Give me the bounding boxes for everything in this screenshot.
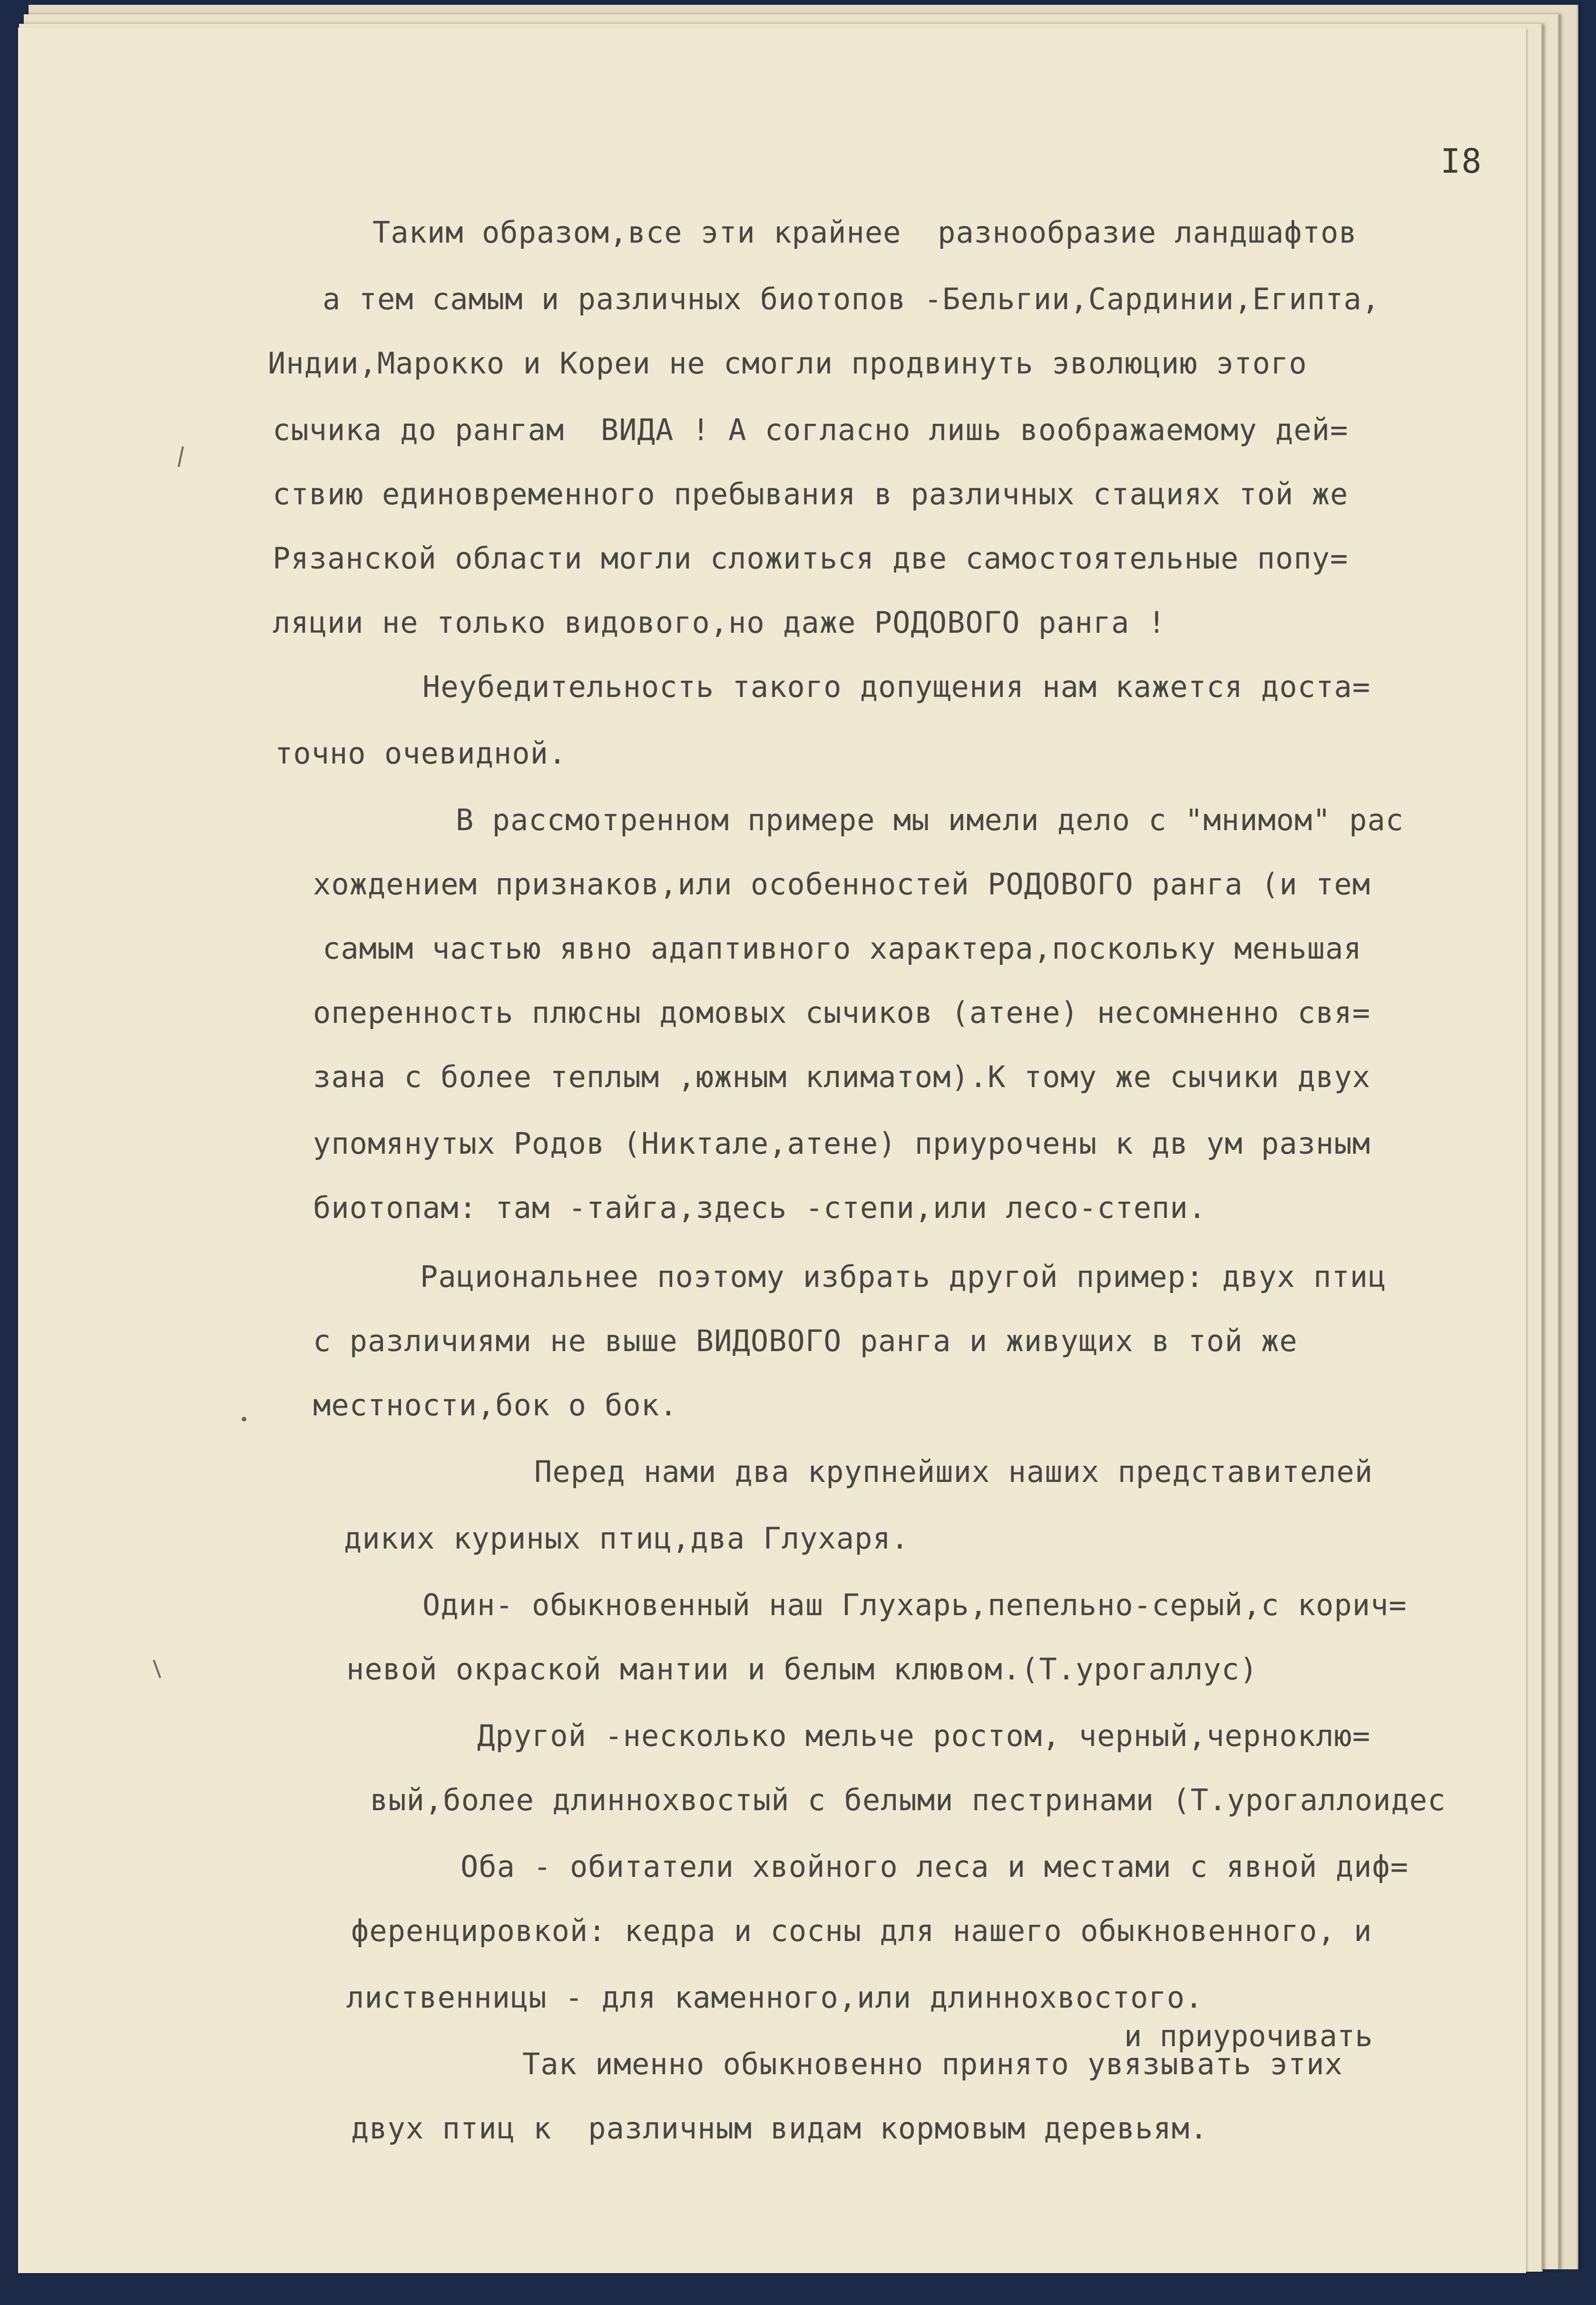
text-line: зана с более теплым ,южным климатом).К тому же сычики двух (313, 1059, 1371, 1094)
text-line: ференцировкой: кедра и сосны для нашего обыкновенного, и (351, 1913, 1372, 1948)
text-line: Рязанской области могли сложиться две самостоятельные попу= (273, 541, 1349, 576)
text-line: двух птиц к различным видам кормовым деревьям. (351, 2111, 1208, 2146)
text-line: невой окраской мантии и белым клювом.(Т.урогаллус) (346, 1652, 1258, 1687)
text-line: Другой -несколько мельче ростом, черный,черноклю= (477, 1718, 1371, 1753)
text-line: ствию единовременного пребывания в различных стациях той же (273, 477, 1349, 511)
page-number: I8 (1440, 142, 1483, 181)
text-line: Неубедительность такого допущения нам кажется доста= (422, 669, 1371, 704)
text-line: сычика до рангам ВИДА ! А согласно лишь воображаемому дей= (273, 412, 1349, 447)
text-line: Один- обыкновенный наш Глухарь,пепельно-серый,с корич= (422, 1588, 1407, 1622)
text-line: Таким образом,все эти крайнее разнообразие ландшафтов (372, 215, 1357, 250)
margin-mark (177, 446, 184, 467)
text-line: Так именно обыкновенно принято увязывать этих (522, 2047, 1343, 2081)
typewritten-page (18, 28, 1526, 2273)
text-line: вый,более длиннохвостый с белыми пестринами (Т.урогаллоидес (370, 1783, 1446, 1817)
text-line: Оба - обитатели хвойного леса и местами с явной диф= (460, 1849, 1409, 1884)
margin-dot (242, 1417, 246, 1422)
text-line: биотопам: там -тайга,здесь -степи,или лесо-степи. (313, 1190, 1207, 1225)
text-line: Перед нами два крупнейших наших представителей (534, 1454, 1373, 1489)
text-line: лиственницы - для каменного,или длиннохвостого. (346, 1980, 1204, 2015)
text-line: с различиями не выше ВИДОВОГО ранга и живущих в той же (313, 1324, 1298, 1358)
text-line: местности,бок о бок. (313, 1388, 678, 1422)
text-line: а тем самым и различных биотопов -Бельгии,Сардинии,Египта, (323, 282, 1380, 316)
text-line: ляции не только видового,но даже РОДОВОГО ранга ! (273, 605, 1166, 640)
text-line: точно очевидной. (275, 736, 567, 771)
margin-mark (153, 1660, 161, 1678)
text-line: оперенность плюсны домовых сычиков (атене) несомненно свя= (313, 995, 1371, 1030)
text-line: В рассмотренном примере мы имели дело с "мнимом" рас (456, 803, 1404, 837)
text-line: диких куриных птиц,два Глухаря. (344, 1521, 910, 1556)
text-line: Рациональнее поэтому избрать другой пример: двух птиц (420, 1259, 1387, 1294)
text-line: хождением признаков,или особенностей РОДОВОГО ранга (и тем (313, 867, 1371, 902)
interlinear-insertion: и приурочивать (1124, 2019, 1373, 2053)
text-line: Индии,Марокко и Кореи не смогли продвинуть эволюцию этого (268, 346, 1307, 381)
text-line: самым частью явно адаптивного характера,поскольку меньшая (323, 931, 1362, 966)
text-line: упомянутых Родов (Никтале,атене) приурочены к дв ум разным (313, 1126, 1371, 1161)
